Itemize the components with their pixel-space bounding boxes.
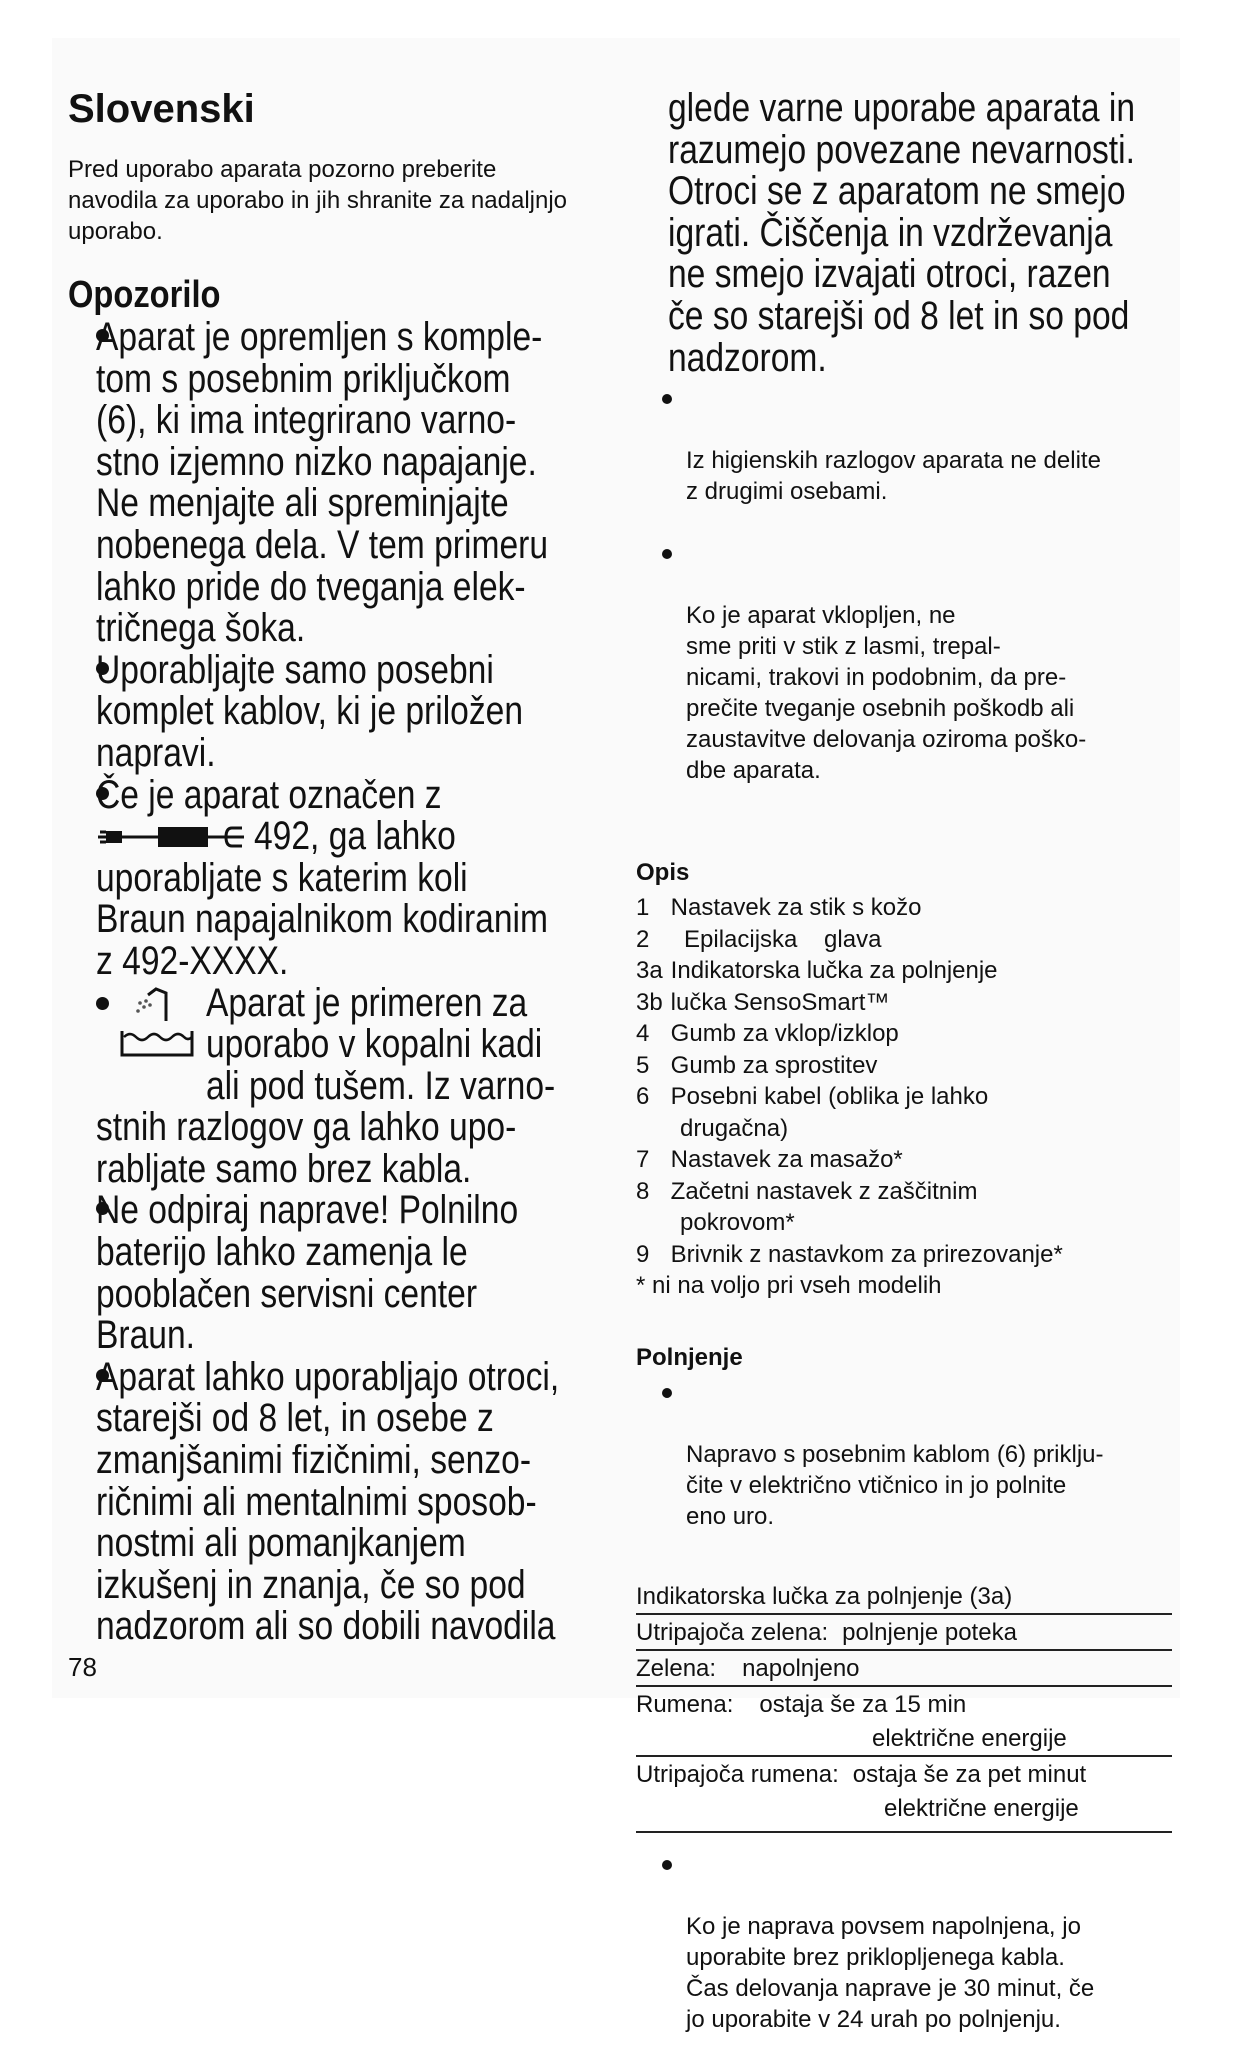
warning-bullet-3-text-a: Če je aparat označen z (96, 772, 442, 817)
list-item-continuation: pokrovom* (680, 1209, 795, 1237)
warning-bullet-3-code: 492, ga lahko (254, 814, 456, 859)
small-bullet-2 (636, 538, 1196, 817)
warning-bullet-3-text-b: uporabljate s katerim koli Braun napajalnikom kodiranim z 492-XXXX. (96, 855, 548, 983)
bullet-dot (662, 394, 672, 404)
charging-title: Polnjenje (636, 1343, 743, 1371)
warning-bullet-6 (96, 1354, 608, 1649)
bullet-dot (662, 549, 672, 559)
right-column (636, 84, 1196, 2066)
charging-bullet-2-text: Ko je naprava povsem napolnjena, jo uporabite brez priklopljenega kabla. Čas delovanja naprave je 30 minut, če jo uporabite v 24 urah po polnjenju. (686, 1912, 1095, 2033)
list-item: 9 Brivnik z nastavkom za prirezovanje* (636, 1240, 1063, 1268)
list-item: 3b lučka SensoSmart™ (636, 988, 890, 1016)
warning-bullet-2 (96, 647, 608, 775)
small-bullet-1-text: Iz higienskih razlogov aparata ne delite z drugimi osebami. (686, 447, 1101, 506)
list-item: 5 Gumb za sprostitev (636, 1051, 878, 1079)
table-row-continuation: električne energije (636, 1791, 1172, 1833)
language-title: Slovenski (68, 87, 255, 131)
warning-bullet-2-text: Uporabljajte samo posebni komplet kablov, ki je priložen napravi. (96, 647, 524, 775)
small-bullet-2-text: Ko je aparat vklopljen, ne sme priti v stik z lasmi, trepal- nicami, trakovi in podobnim, da pre- prečite tveganje osebnih poškodb ali zaustavitve delovanja oziroma poško- dbe aparata. (686, 602, 1087, 785)
charging-bullet-1 (636, 1377, 1196, 1563)
warning-bullet-5 (96, 1190, 608, 1356)
table-row: Rumena: ostaja še za 15 min (636, 1690, 967, 1718)
left-column (68, 84, 608, 1648)
warning-bullet-3 (96, 772, 608, 983)
charging-indicator-table (636, 1579, 1172, 1833)
warning-bullet-6-continued: glede varne uporabe aparata in razumejo povezane nevarnosti. Otroci se z aparatom ne smejo igrati. Čiščenja in vzdrževanja ne smejo izvajati otroci, razen če so starejši od 8 let in so pod nadzorom. (668, 86, 1136, 380)
intro-text: Pred uporabo aparata pozorno preberite navodila za uporabo in jih shranite za nadaljnjo uporabo. (68, 156, 568, 245)
warning-bullet-6-text: Aparat lahko uporabljajo otroci, starejši od 8 let, in osebe z zmanjšanimi fizičnimi, senzo- ričnimi ali mentalnimi sposob- nostmi ali pomanjkanjem izkušenj in znanja, če so pod nadzorom ali so dobili navodila (96, 1354, 560, 1649)
warning-bullet-4-text-b: stnih razlogov ga lahko upo- rabljate samo brez kabla. (96, 1105, 517, 1191)
table-header: Indikatorska lučka za polnjenje (3a) (636, 1579, 1172, 1615)
charging-bullet-2 (636, 1849, 1196, 2066)
table-row: Zelena: napolnjeno (636, 1651, 1172, 1687)
list-item: 6 Posebni kabel (oblika je lahko (636, 1083, 989, 1111)
warning-bullet-1-text: Aparat je opremljen s komple- tom s posebnim priključkom (6), ki ima integrirano varno- stno izjemno nizko napajanje. Ne menjajte ali spreminjajte nobenega dela. V tem primeru lahko pride do tveganja elek- tričnega šoka. (96, 315, 549, 651)
list-item-continuation: drugačna) (680, 1114, 789, 1142)
table-row-continuation: električne energije (636, 1721, 1172, 1757)
warning-bullet-4 (96, 980, 608, 1191)
plug-code-row (96, 816, 608, 858)
charging-bullet-1-text: Napravo s posebnim kablom (6) priklju- čite v električno vtičnico in jo polnite eno uro. (686, 1440, 1104, 1530)
description-title: Opis (636, 859, 690, 887)
bullet-dot (662, 1388, 672, 1398)
footnote: * ni na voljo pri vseh modelih (636, 1272, 942, 1300)
small-bullet-1 (636, 383, 1196, 538)
warning-bullet-1 (96, 317, 608, 650)
warning-bullet-4-text-a: Aparat je primeren za uporabo v kopalni kadi ali pod tušem. Iz varno- (206, 980, 556, 1108)
list-item: 3a Indikatorska lučka za polnjenje (636, 957, 998, 985)
bullet-dot (662, 1860, 672, 1870)
list-item: 7 Nastavek za masažo* (636, 1146, 903, 1174)
bullet-dot (96, 997, 109, 1010)
list-item: 4 Gumb za vklop/izklop (636, 1020, 899, 1048)
power-plug-icon (96, 822, 246, 852)
warning-bullet-5-text: Ne odpiraj naprave! Polnilno baterijo lahko zamenja le pooblačen servisni center Braun. (96, 1188, 519, 1358)
description-list (636, 892, 1196, 1302)
table-row: Utripajoča rumena: ostaja še za pet minut (636, 1760, 1087, 1788)
list-item: 2 Epilacijska glava (636, 925, 882, 953)
bathtub-shower-icon (118, 987, 196, 1059)
page-number: 78 (68, 1652, 97, 1682)
list-item: 1 Nastavek za stik s kožo (636, 894, 922, 922)
warning-title: Opozorilo (68, 274, 221, 316)
table-row: Utripajoča zelena: polnjenje poteka (636, 1615, 1172, 1651)
list-item: 8 Začetni nastavek z zaščitnim (636, 1177, 978, 1205)
